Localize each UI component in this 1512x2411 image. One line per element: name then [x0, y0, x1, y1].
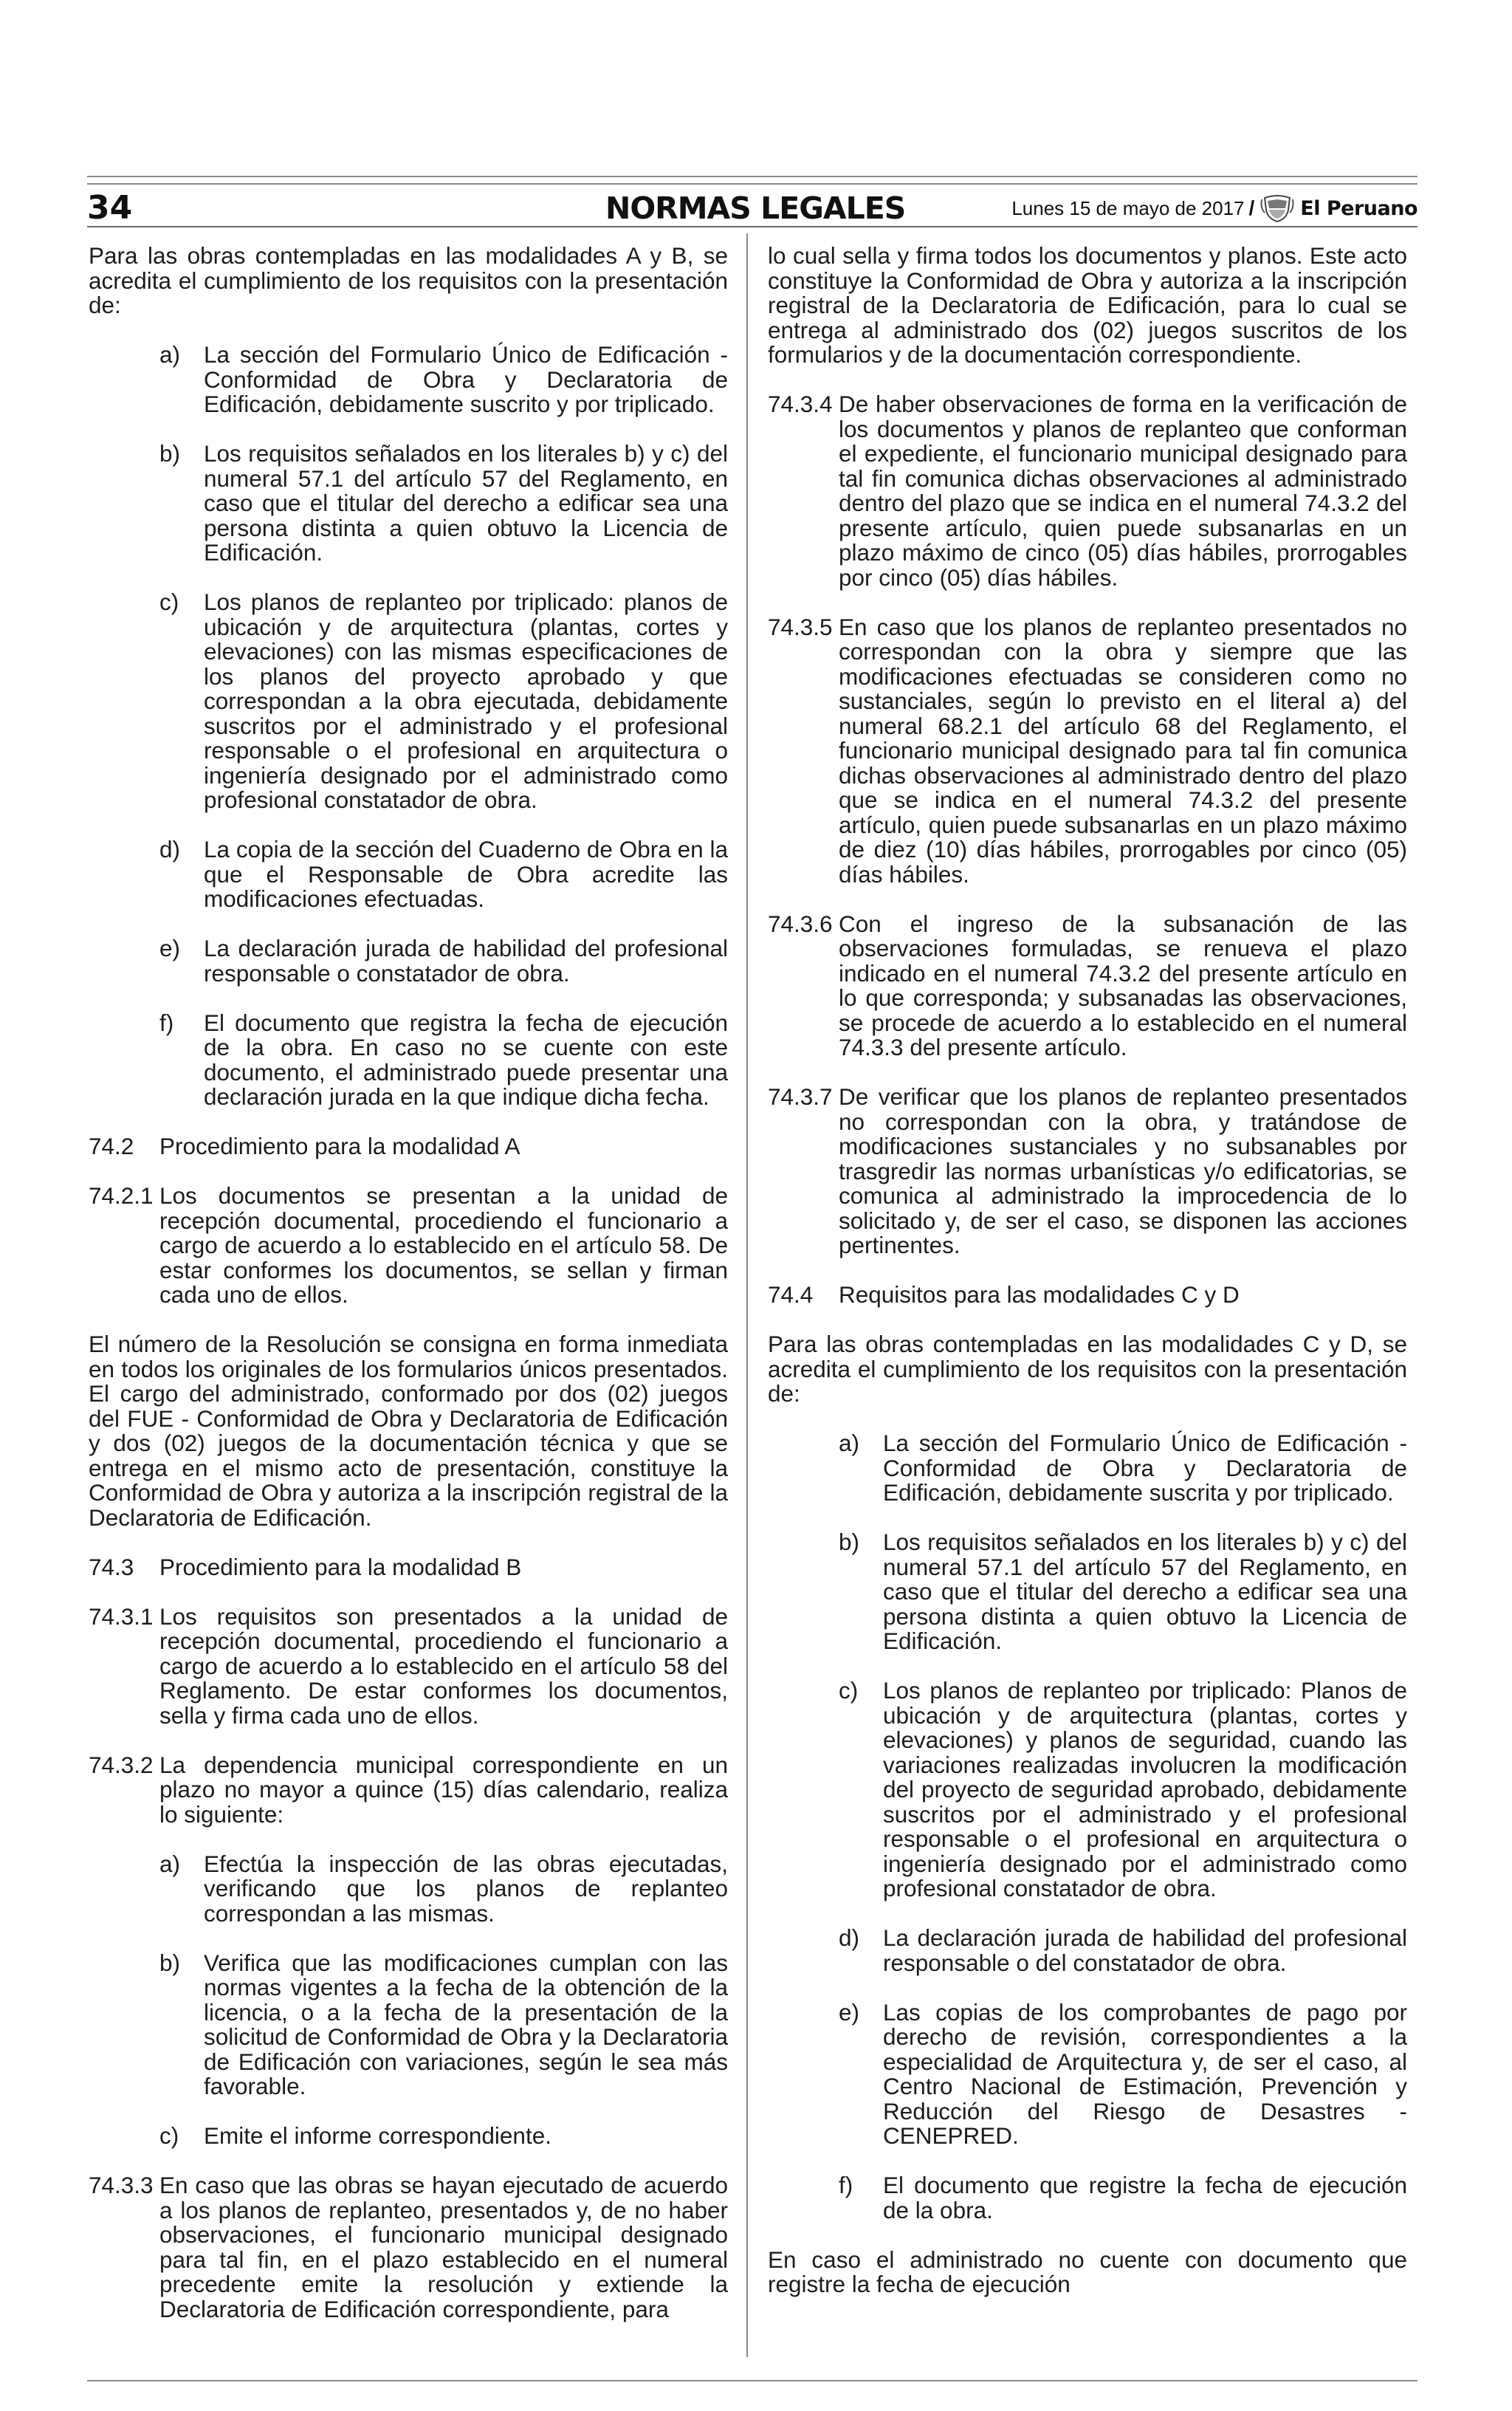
right-column: [768, 244, 1407, 2297]
intro-paragraph: Para las obras contempladas en las modalidades A y B, se acredita el cumplimiento de los requisitos con la presentación de:: [89, 242, 728, 318]
paragraph-text: De haber observaciones de forma en la verificación de los documentos y planos de replanteo que conforman el expediente, el funcionario municipal designado para tal fin comunica dichas observaciones al administrado dentro del plazo que se indica en el numeral 74.3.2 del presente artículo, quien puede subsanarlas en un plazo máximo de cinco (05) días hábiles, prorrogables por cinco (05) días hábiles.: [839, 391, 1407, 591]
section-title: NORMAS LEGALES: [605, 191, 906, 226]
list-marker: a): [159, 341, 181, 368]
list-item: [159, 2124, 728, 2149]
paragraph-text: Los requisitos son presentados a la unidad de recepción documental, procediendo el funcionario a cargo de acuerdo a lo establecido en el artículo 58 del Reglamento. De estar conformes los documentos, sella y firma cada uno de ellos.: [159, 1602, 728, 1729]
list-item: [159, 442, 728, 566]
paragraph-number: 74.3.6: [768, 910, 833, 937]
list-text: Las copias de los comprobantes de pago por derecho de revisión, correspondientes a la especialidad de Arquitectura y, de ser el caso, al Centro Nacional de Estimación, Prevención y Reducción del Riesgo de Desastres - CENEPRED.: [883, 1998, 1407, 2149]
list-text: Emite el informe correspondiente.: [204, 2122, 551, 2149]
section-title-text: Procedimiento para la modalidad A: [159, 1133, 520, 1159]
list-item: [839, 1431, 1407, 1506]
paragraph-text: Con el ingreso de la subsanación de las observaciones formuladas, se renueva el plazo indicado en el numeral 74.3.2 del presente artículo en lo que corresponda; y subsanadas las observaciones, se procede de acuerdo a lo establecido en el numeral 74.3.3 del presente artículo.: [839, 910, 1407, 1060]
paragraph-number: 74.3.2: [89, 1751, 154, 1778]
list-marker: f): [159, 1009, 174, 1036]
list-text: La declaración jurada de habilidad del profesional responsable o del constatador de obra.: [883, 1924, 1407, 1976]
list-text: El documento que registra la fecha de ejecución de la obra. En caso no se cuente con este documento, el administrado puede presentar una declaración jurada en la que indique dicha fecha.: [204, 1009, 728, 1110]
paragraph-number: 74.3.4: [768, 391, 833, 417]
numbered-paragraph: [89, 1753, 728, 1828]
intro-paragraph: Para las obras contempladas en las modalidades C y D, se acredita el cumplimiento de los requisitos con la presentación de:: [768, 1331, 1407, 1407]
paragraph-number: 74.3.3: [89, 2172, 154, 2198]
list-marker: a): [159, 1850, 181, 1877]
header-rule-bottom: [87, 226, 1418, 227]
list-marker: b): [159, 440, 181, 467]
list-item: [839, 2173, 1407, 2223]
numbered-paragraph: [89, 1602, 728, 1729]
section-heading: [768, 1283, 1407, 1308]
paragraph-number: 74.2.1: [89, 1182, 154, 1209]
paragraph-text: La dependencia municipal correspondiente en un plazo no mayor a quince (15) días calendario, realiza lo siguiente:: [159, 1751, 728, 1828]
paragraph-text: Los documentos se presentan a la unidad de recepción documental, procediendo el funcionario a cargo de acuerdo a lo establecido en el artículo 58. De estar conformes los documentos, se sellan y firman cada uno de ellos.: [159, 1182, 728, 1308]
list-text: Los requisitos señalados en los literales b) y c) del numeral 57.1 del artículo 57 del Reglamento, en caso que el titular del derecho a edificar sea una persona distinta a quien obtuvo la Licencia de Edificación.: [883, 1529, 1407, 1654]
list-item: [839, 1926, 1407, 1975]
list-item: [159, 1852, 728, 1927]
section-title-text: Requisitos para las modalidades C y D: [839, 1281, 1240, 1308]
list-marker: e): [839, 1998, 860, 2026]
list-text: Los planos de replanteo por triplicado: Planos de ubicación y de arquitectura (plantas, cortes y elevaciones) y planos de seguridad, cuando las variaciones realizadas involucren la modificación del proyecto de seguridad aprobado, debidamente suscritos por el administrado y el profesional responsable o el profesional en arquitectura o ingeniería designado por el administrado como profesional constatador de obra.: [883, 1677, 1407, 1901]
numbered-paragraph: [768, 615, 1407, 888]
list-marker: c): [159, 2122, 179, 2149]
list-marker: d): [159, 836, 181, 862]
list-marker: a): [839, 1430, 860, 1456]
list-item: [839, 1530, 1407, 1654]
numbered-paragraph: [768, 912, 1407, 1060]
header-rule-top: [87, 176, 1418, 177]
list-text: La sección del Formulario Único de Edificación - Conformidad de Obra y Declaratoria de Edificación, debidamente suscrita y por triplicado.: [883, 1430, 1407, 1506]
header-rule-top-inner: [87, 183, 1418, 185]
paragraph-text: El número de la Resolución se consigna en forma inmediata en todos los originales de los formularios únicos presentados. El cargo del administrado, conformado por dos (02) juegos del FUE - Conformidad de Obra y Declaratoria de Edificación y dos (02) juegos de la documentación técnica y que se entrega en el mismo acto de presentación, constituye la Conformidad de Obra y autoriza a la inscripción registral de la Declaratoria de Edificación.: [89, 1331, 728, 1531]
numbered-paragraph: [768, 392, 1407, 590]
left-column: [89, 244, 728, 2322]
list-marker: f): [839, 2172, 853, 2198]
newspaper-name: El Peruano: [1300, 196, 1418, 220]
list-marker: b): [839, 1529, 860, 1555]
list-item: [159, 1011, 728, 1110]
section-number: 74.3: [89, 1553, 134, 1580]
list-text: La declaración jurada de habilidad del profesional responsable o constatador de obra.: [204, 935, 728, 987]
numbered-paragraph: [768, 1085, 1407, 1258]
paragraph-text: En caso que las obras se hayan ejecutado de acuerdo a los planos de replanteo, presentados y, de no haber observaciones, el funcionario municipal designado para tal fin, en el plazo establecido en el numeral precedente emite la resolución y extiende la Declaratoria de Edificación correspondiente, para: [159, 2172, 728, 2322]
paragraph-number: 74.3.1: [89, 1602, 154, 1630]
numbered-paragraph: [89, 1184, 728, 1308]
list-text: Los planos de replanteo por triplicado: planos de ubicación y de arquitectura (plantas, cortes y elevaciones) con las mismas especificaciones de los planos del proyecto aprobado y que correspondan a la obra ejecutada, debidamente suscritos por el administrado y el profesional responsable o el profesional en arquitectura o ingeniería designado por el administrado como profesional constatador de obra.: [204, 589, 728, 813]
page-number: 34: [87, 189, 133, 227]
list-text: Verifica que las modificaciones cumplan con las normas vigentes a la fecha de la obtención de la licencia, o a la fecha de la presentación de la solicitud de Conformidad de Obra y la Declaratoria de Edificación con variaciones, según le sea más favorable.: [204, 1949, 728, 2099]
coat-of-arms-icon: [1260, 193, 1294, 223]
paragraph-text: De verificar que los planos de replanteo presentados no correspondan con la obra, y tratándose de modificaciones sustanciales y no subsanables por trasgredir las normas urbanísticas y/o edificatorias, se comunica al administrado la improcedencia de lo solicitado y, de ser el caso, se disponen las acciones pertinentes.: [839, 1083, 1407, 1258]
list-item: [839, 2000, 1407, 2149]
section-number: 74.2: [89, 1133, 134, 1159]
publication-date: Lunes 15 de mayo de 2017: [1011, 196, 1245, 219]
list-marker: d): [839, 1924, 860, 1951]
list-item: [159, 590, 728, 813]
list-item: [159, 936, 728, 986]
list-text: Efectúa la inspección de las obras ejecutadas, verificando que los planos de replanteo correspondan a las mismas.: [204, 1850, 728, 1927]
list-item: [159, 1951, 728, 2099]
list-item: [159, 837, 728, 912]
section-heading: [89, 1555, 728, 1580]
paragraph-number: 74.3.7: [768, 1083, 833, 1110]
column-divider: [746, 233, 748, 2357]
list-text: La sección del Formulario Único de Edificación - Conformidad de Obra y Declaratoria de Edificación, debidamente suscrito y por triplicado.: [204, 341, 728, 417]
paragraph-text: En caso el administrado no cuente con documento que registre la fecha de ejecución: [768, 2246, 1407, 2297]
paragraph-text: En caso que los planos de replanteo presentados no correspondan con la obra y siempre que las modificaciones efectuadas se consideren como no sustanciales, según lo previsto en el literal a) del numeral 68.2.1 del artículo 68 del Reglamento, el funcionario municipal designado para tal fin comunica dichas observaciones al administrado dentro del plazo que se indica en el numeral 74.3.2 del presente artículo, quien puede subsanarlas en un plazo máximo de diez (10) días hábiles, prorrogables por cinco (05) días hábiles.: [839, 613, 1407, 888]
section-number: 74.4: [768, 1281, 814, 1308]
list-item: [159, 343, 728, 417]
paragraph-number: 74.3.5: [768, 613, 833, 640]
list-marker: b): [159, 1949, 181, 1976]
footer-rule: [87, 2380, 1418, 2381]
numbered-paragraph: [89, 2173, 728, 2322]
list-item: [839, 1678, 1407, 1901]
list-text: La copia de la sección del Cuaderno de Obra en la que el Responsable de Obra acredite las modificaciones efectuadas.: [204, 836, 728, 912]
list-marker: c): [159, 589, 179, 615]
list-marker: c): [839, 1677, 859, 1704]
list-marker: e): [159, 935, 181, 961]
list-text: El documento que registre la fecha de ejecución de la obra.: [883, 2172, 1407, 2223]
publication-info: [1011, 193, 1418, 223]
section-heading: [89, 1134, 728, 1159]
list-text: Los requisitos señalados en los literales b) y c) del numeral 57.1 del artículo 57 del Reglamento, en caso que el titular del derecho a edificar sea una persona distinta a quien obtuvo la Licencia de Edificación.: [204, 440, 728, 566]
section-title-text: Procedimiento para la modalidad B: [159, 1553, 522, 1580]
continued-paragraph: lo cual sella y firma todos los documentos y planos. Este acto constituye la Conformidad de Obra y autoriza a la inscripción registral de la Declaratoria de Edificación, para lo cual se entrega al administrado dos (02) juegos suscritos de los formularios y de la documentación correspondiente.: [768, 242, 1407, 368]
header-separator: /: [1248, 196, 1255, 219]
